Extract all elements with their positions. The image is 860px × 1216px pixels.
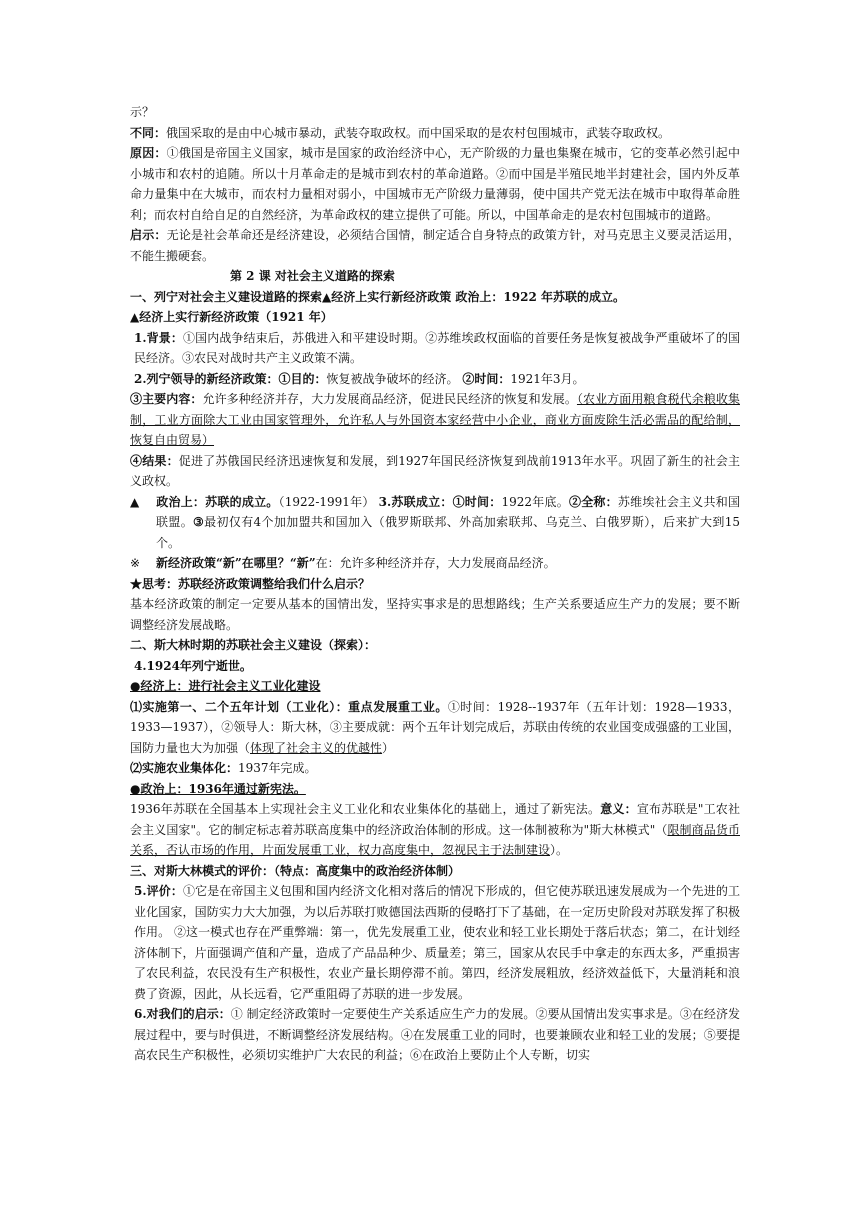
reference-mark: ※	[130, 556, 141, 570]
heading-text: ●经济上：进行社会主义工业化建设	[130, 679, 321, 693]
label: 2.列宁领导的新经济政策：①目的：	[134, 371, 327, 386]
text: 恢复被战争破坏的经济。	[326, 371, 463, 386]
paragraph-collectivization	[130, 758, 740, 779]
heading-text: ●政治上：1936年通过新宪法。	[130, 781, 306, 796]
label: 5.评价：	[134, 884, 183, 898]
text: （1922-1991年）	[278, 494, 375, 509]
sub-heading-nep	[130, 307, 740, 328]
text: ）。	[550, 843, 569, 857]
heading-text: 三、对斯大林模式的评价：（特点：高度集中的政治经济体制）	[130, 863, 461, 878]
label: ★思考：苏联经济政策调整给我们什么启示？	[130, 576, 371, 591]
text: 1922年底。	[501, 494, 569, 509]
label: ②时间：	[462, 371, 511, 386]
title-text: 第 2 课 对社会主义道路的探索	[230, 269, 395, 283]
paragraph-five-year-plan	[130, 697, 740, 759]
text: 1936年苏联在全国基本上实现社会主义工业化和农业集体化的基础上，通过了新宪法。	[130, 802, 601, 816]
label: ②全称：	[568, 494, 618, 509]
text: 1921年3月。	[510, 371, 585, 386]
paragraph-lenin-death	[130, 656, 740, 677]
text: 基本经济政策的制定一定要从基本的国情出发，坚持实事求是的思想路线；生产关系要适应生产力的发展；要不断调整经济发展战略。	[130, 597, 740, 632]
paragraph-background	[130, 328, 740, 369]
underlined-text: 体现了社会主义的优越性	[250, 740, 383, 755]
triangle-bullet: ▲	[130, 494, 140, 509]
label: 启示：	[130, 228, 167, 242]
paragraph-evaluation	[130, 881, 740, 1004]
label: 意义：	[600, 802, 637, 816]
sub-heading-politics	[130, 779, 740, 800]
paragraph-inspiration	[130, 225, 740, 266]
text: ①时间：1928--1937年（五年计划：1928—1933，1933—1937），②领导人：斯大林，③主要成就：两个五年计划完成后，苏联由传统的农业国变成强盛的工业国，国防力量也大为加强（	[130, 699, 740, 755]
label: ⑴实施第一、二个五年计划（工业化）：重点发展重工业。	[130, 699, 448, 714]
document-page	[130, 102, 740, 1066]
paragraph-nep	[130, 369, 740, 390]
label: 原因：	[130, 146, 167, 160]
paragraph-reason	[130, 143, 740, 225]
section-heading-3	[130, 861, 740, 882]
text: 促进了苏俄国民经济迅速恢复和发展，到1927年国民经济恢复到战前1913年水平。巩固了新生的社会主义政权。	[130, 453, 740, 488]
text: 俄国采取的是由中心城市暴动，武装夺取政权。而中国采取的是农村包围城市，武装夺取政权。	[166, 125, 671, 140]
text: 允许多种经济并存，大力发展商品经济，促进民民经济的恢复和发展。	[202, 392, 577, 406]
text: 苏维埃社会主义共和国联盟。	[156, 494, 740, 529]
underlined-text: （农业方面用粮食税代余粮收集制，工业方面除大工业由国家管理外，允许私人与外国资本家经营中小企业，商业方面废除生活必需品的配给制，恢复自由贸易）	[130, 392, 740, 447]
label: 政治上：苏联的成立。	[156, 494, 279, 509]
text: ）	[382, 740, 395, 755]
sub-heading-economy	[130, 676, 740, 697]
section-heading-2	[130, 635, 740, 656]
heading-text: 二、斯大林时期的苏联社会主义建设（探索）：	[130, 638, 377, 652]
paragraph-result	[130, 451, 740, 492]
lesson-title	[130, 266, 740, 287]
heading-text: ▲经济上实行新经济政策（1921 年）	[130, 310, 333, 324]
paragraph-think	[130, 574, 740, 595]
label: ④结果：	[130, 453, 179, 468]
label: ③	[193, 515, 205, 529]
paragraph-constitution	[130, 799, 740, 861]
text: ①国内战争结束后，苏俄进入和平建设时期。②苏维埃政权面临的首要任务是恢复被战争严重破坏了的国民经济。③农民对战时共产主义政策不满。	[134, 330, 740, 365]
text: ①俄国是帝国主义国家，城市是国家的政治经济中心，无产阶级的力量也集聚在城市，它的变革必然引起中小城市和农村的追随。所以十月革命走的是城市到农村的革命道路。②而中国是半殖民地半封建社会，国内外反革命力量集中在大城市，而农村力量相对弱小，中国城市无产阶级力量薄弱，使中国共产党无法在城市中取得革命胜利；而农村自给自足的自然经济，为革命政权的建立提供了可能。所以，中国革命走的是农村包围城市的道路。	[130, 146, 740, 222]
heading-text: 一、列宁对社会主义建设道路的探索▲经济上实行新经济政策 政治上：1922 年苏联的成立。	[130, 289, 625, 304]
paragraph-lessons	[130, 1004, 740, 1066]
label: 不同：	[130, 125, 167, 140]
label: ③主要内容：	[130, 392, 203, 406]
text: 宣布苏联是"工农社会主义国家"。它的制定标志着苏联高度集中的经济政治体制的形成。这一体制被称为"斯大林模式"（	[130, 802, 740, 837]
label: ⑵实施农业集体化：	[130, 761, 239, 775]
paragraph-difference	[130, 123, 740, 144]
text: ① 制定经济政策时一定要使生产关系适应生产力的发展。②要从国情出发实事求是。③在经济发展过程中，要与时俱进，不断调整经济发展结构。④在发展重工业的同时，也要兼顾农业和轻工业的发展；⑤要提高农民生产积极性，必须切实维护广大农民的利益；⑥在政治上要防止个人专断，切实	[134, 1007, 740, 1062]
underlined-text: 限制商品货币关系，否认市场的作用，片面发展重工业，权力高度集中，忽视民主于法制建设	[130, 822, 740, 857]
paragraph-new-in-nep	[130, 553, 740, 574]
paragraph-think-answer	[130, 594, 740, 635]
section-heading-1	[130, 287, 740, 308]
label: 新经济政策“新”在哪里？	[156, 556, 290, 570]
text: 最初仅有4个加加盟共和国加入（俄罗斯联邦、外高加索联邦、乌克兰、白俄罗斯），后来扩大到15个。	[156, 515, 740, 550]
label: 3.苏联成立：①时间：	[378, 494, 502, 509]
text: 在：允许多种经济并存，大力发展商品经济。	[315, 556, 556, 570]
text: 1937年完成。	[238, 761, 317, 775]
text: ①它是在帝国主义包围和国内经济文化相对落后的情况下形成的，但它使苏联迅速发展成为一个先进的工业化国家，国防实力大大加强，为以后苏联打败德国法西斯的侵略打下了基础，在一定历史阶段对苏联发挥了积极作用。 ②这一模式也存在严重弊端：第一，优先发展重工业，使农业和轻工业长期处于落后状态；第二，在计划经济体制下，片面强调产值和产量，造成了产品品种少、质量差；第三，国家从农民手中拿走的东西太多，严重损害了农民利益，农民没有生产积极性，农业产量长期停滞不前。第四，经济发展粗放，经济效益低下，大量消耗和浪费了资源，因此，从长远看，它严重阻碍了苏联的进一步发展。	[134, 884, 740, 1001]
text-line	[130, 102, 740, 123]
paragraph-ussr-founding	[130, 492, 740, 554]
text: 示？	[130, 105, 155, 119]
label: 1.背景：	[134, 330, 183, 345]
label: “新”	[289, 556, 316, 570]
label: 6.对我们的启示：	[134, 1007, 231, 1021]
paragraph-main-content	[130, 389, 740, 451]
text: 无论是社会革命还是经济建设，必须结合国情，制定适合自身特点的政策方针，对马克思主义要灵活运用，不能生搬硬套。	[130, 228, 740, 263]
text: 4.1924年列宁逝世。	[134, 658, 252, 673]
